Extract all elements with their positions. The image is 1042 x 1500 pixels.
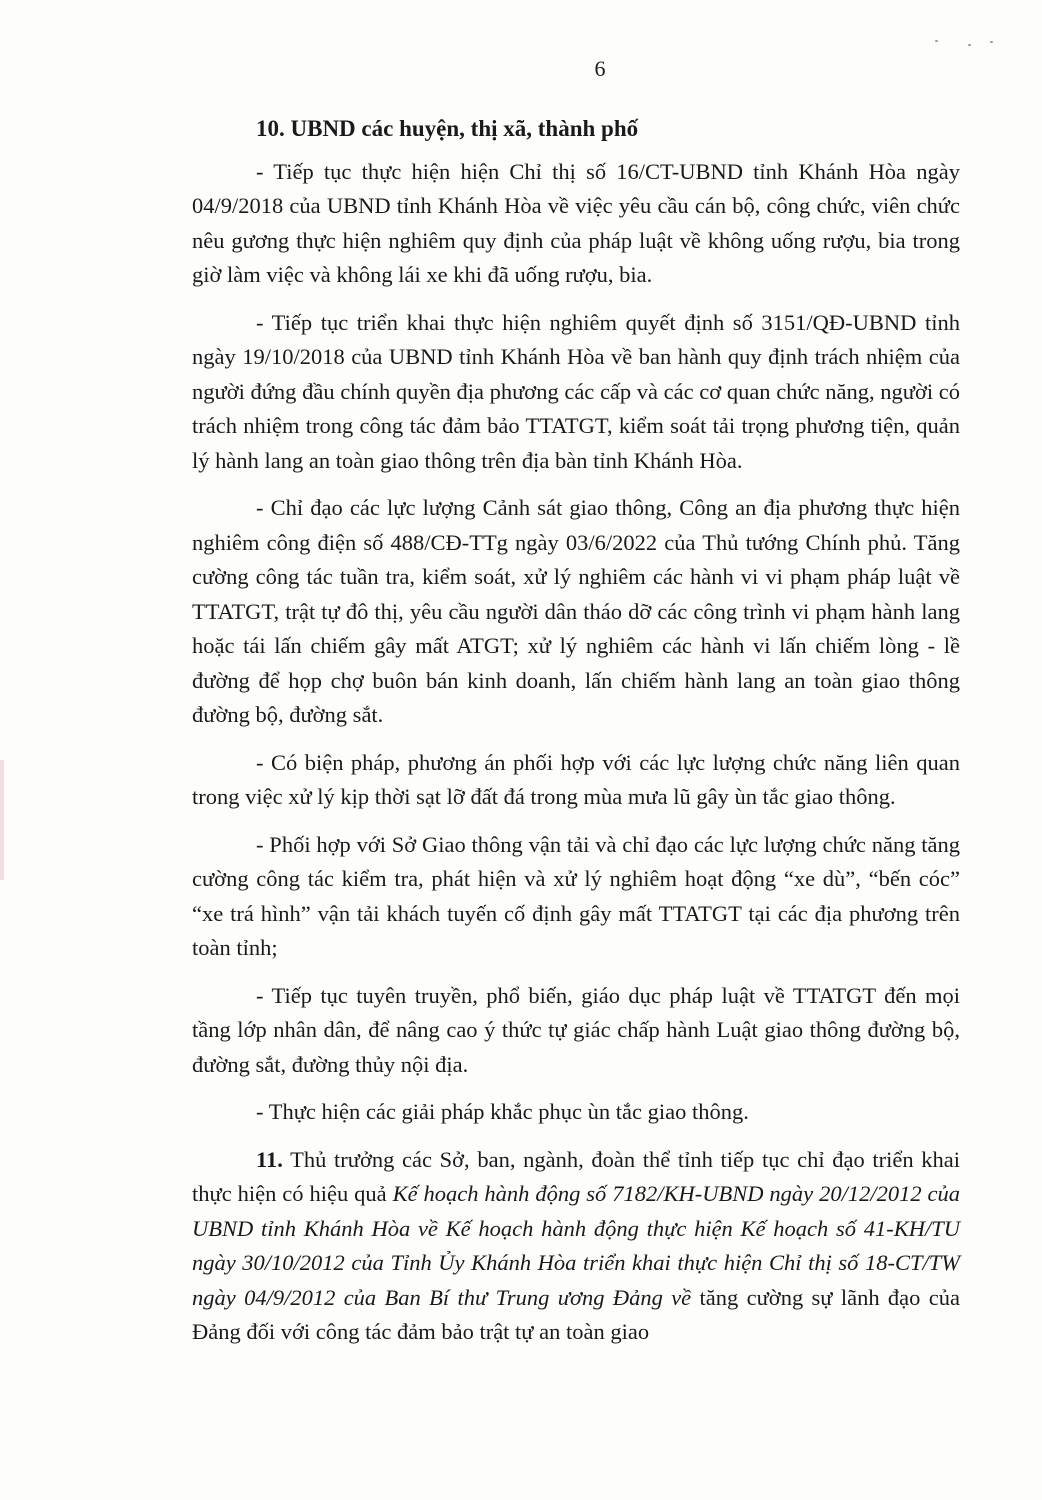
section-10-heading: 10. UBND các huyện, thị xã, thành phố	[256, 116, 639, 141]
section-10-paragraph-5: - Phối hợp với Sở Giao thông vận tải và chỉ đạo các lực lượng chức năng tăng cường công tác kiểm tra, phát hiện và xử lý nghiêm hoạt động “xe dù”, “bến cóc” “xe trá hình” vận tải khách tuyến cố định gây mất TTATGT tại các địa phương trên toàn tỉnh;	[192, 831, 960, 960]
document-body	[192, 112, 960, 1363]
section-11-tail: tăng cường sự lãnh đạo của Đảng đối với công tác đảm bảo trật tự an toàn giao	[192, 1284, 960, 1344]
scan-speck	[990, 41, 993, 43]
section-11-plan-reference: Kế hoạch hành động số 7182/KH-UBND ngày 20/12/2012 của UBND tỉnh Khánh Hòa về Kế hoạch hành động thực hiện Kế hoạch số 41-KH/TU ngày 30/10/2012 của Tỉnh Ủy Khánh Hòa triển khai thực hiện Chỉ thị số 18-CT/TW ngày 04/9/2012 của Ban Bí thư Trung ương Đảng về	[192, 1181, 960, 1310]
stamp-bleed-mark	[0, 760, 4, 880]
scan-speck	[968, 44, 971, 46]
section-10-paragraph-2: - Tiếp tục triển khai thực hiện nghiêm quyết định số 3151/QĐ-UBND tỉnh ngày 19/10/2018 của UBND tỉnh Khánh Hòa về ban hành quy định trách nhiệm của người đứng đầu chính quyền địa phương các cấp và các cơ quan chức năng, người có trách nhiệm trong công tác đảm bảo TTATGT, kiểm soát tải trọng phương tiện, quản lý hành lang an toàn giao thông trên địa bàn tỉnh Khánh Hòa.	[192, 309, 960, 473]
section-10-paragraph-3: - Chỉ đạo các lực lượng Cảnh sát giao thông, Công an địa phương thực hiện nghiêm công điện số 488/CĐ-TTg ngày 03/6/2022 của Thủ tướng Chính phủ. Tăng cường công tác tuần tra, kiểm soát, xử lý nghiêm các hành vi vi phạm pháp luật về TTATGT, trật tự đô thị, yêu cầu người dân tháo dỡ các công trình vi phạm hành lang hoặc tái lấn chiếm gây mất ATGT; xử lý nghiêm các hành vi lấn chiếm lòng - lề đường để họp chợ buôn bán kinh doanh, lấn chiếm hành lang an toàn giao thông đường bộ, đường sắt.	[192, 495, 960, 727]
section-10-paragraph-6: - Tiếp tục tuyên truyền, phổ biến, giáo dục pháp luật về TTATGT đến mọi tầng lớp nhân dân, để nâng cao ý thức tự giác chấp hành Luật giao thông đường bộ, đường sắt, đường thủy nội địa.	[192, 982, 960, 1077]
section-11-paragraph	[192, 1143, 960, 1350]
section-10-paragraph-7: - Thực hiện các giải pháp khắc phục ùn tắc giao thông.	[256, 1099, 749, 1124]
section-11-number: 11.	[256, 1146, 283, 1172]
section-10-paragraph-1: - Tiếp tục thực hiện hiện Chỉ thị số 16/CT-UBND tỉnh Khánh Hòa ngày 04/9/2018 của UBND tỉnh Khánh Hòa về việc yêu cầu cán bộ, công chức, viên chức nêu gương thực hiện nghiêm quy định của pháp luật về không uống rượu, bia trong giờ làm việc và không lái xe khi đã uống rượu, bia.	[192, 158, 960, 287]
section-10-paragraph-4: - Có biện pháp, phương án phối hợp với các lực lượng chức năng liên quan trong việc xử lý kịp thời sạt lỡ đất đá trong mùa mưa lũ gây ùn tắc giao thông.	[192, 749, 960, 809]
page-number: 6	[594, 56, 606, 81]
section-11-intro: Thủ trưởng các Sở, ban, ngành, đoàn thể tỉnh tiếp tục chỉ đạo triển khai thực hiện có hiệu quả	[192, 1146, 960, 1206]
scan-speck	[935, 40, 938, 42]
